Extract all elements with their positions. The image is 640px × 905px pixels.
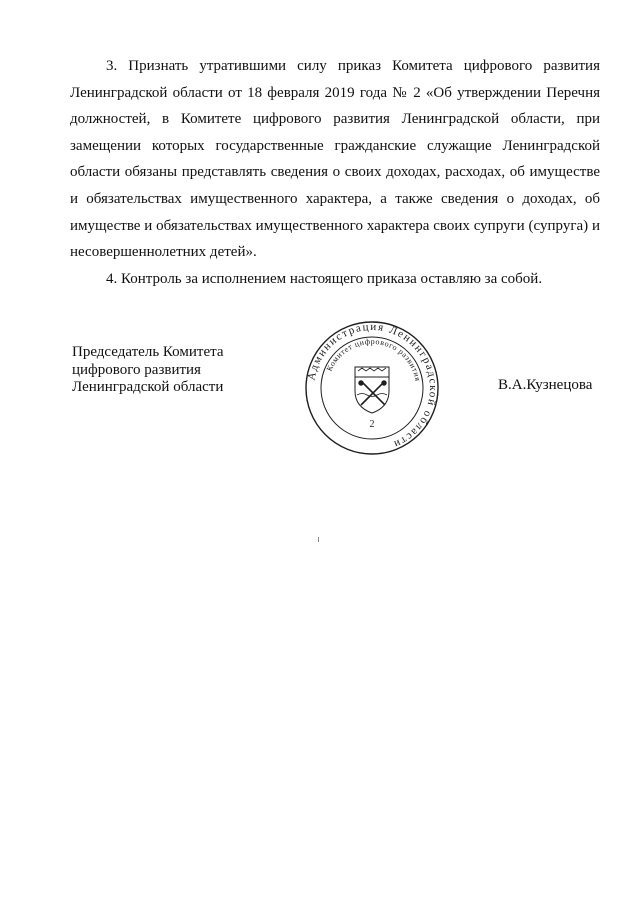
position-line-1: Председатель Комитета <box>72 344 224 360</box>
signatory-position <box>72 344 224 397</box>
coat-of-arms-icon <box>355 367 389 413</box>
signer-name: В.А.Кузнецова <box>498 377 593 393</box>
position-line-2: цифрового развития <box>72 361 201 378</box>
official-seal-stamp <box>305 321 439 455</box>
stamp-inner-text: Комитет цифрового развития <box>324 336 423 383</box>
position-line-3: Ленинградской области <box>72 379 224 395</box>
stamp-outer-text: Администрация Ленинградской области <box>305 321 439 451</box>
page-mark <box>318 537 319 542</box>
stamp-number: 2 <box>369 419 375 430</box>
paragraph-4: 4. Контроль за исполнением настоящего приказа оставляю за собой. <box>106 271 543 287</box>
paragraph-3: 3. Признать утратившими силу приказ Комитета цифрового развития Ленинградской области от 18 февраля 2019 года № 2 «Об утверждении Перечня должностей, в Комитете цифрового развития Ленинградской области, при замещении которых государственные гражданские служащие Ленинградской области обязаны представлять сведения о своих доходах, расходах, об имуществе и обязательствах имущественного характера, а также сведения о доходах, об имуществе и обязательствах имущественного характера своих супруги (супруга) и несовершеннолетних детей». <box>70 58 600 261</box>
